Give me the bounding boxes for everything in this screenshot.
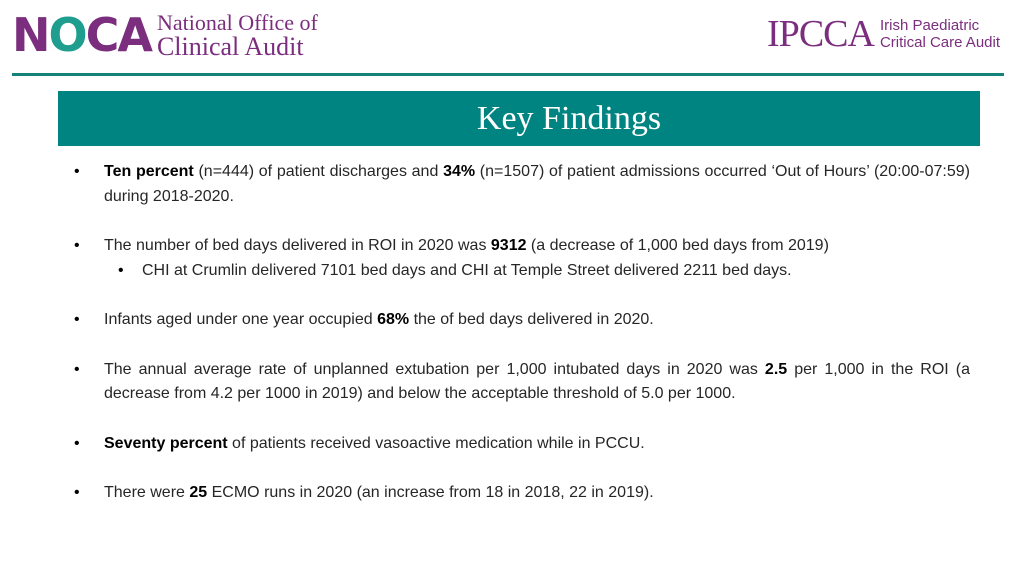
ipcca-line-2: Critical Care Audit [879,34,1000,51]
noca-logo [12,10,318,60]
noca-logo-mark: NOCA [12,8,151,62]
ipcca-line-1: Irish Paediatric [879,17,980,34]
finding-item: • The number of bed days delivered in ROI in 2020 was 9312 (a decrease of 1,000 bed days from 2019) • CHI at Crumlin delivered 7101 bed days and CHI at Temple Street delivered 2211 bed days. [72,234,970,283]
title-bar [58,91,980,146]
noca-logo-text [157,11,318,59]
noca-line-2: Clinical Audit [156,32,304,61]
finding-item: • There were 25 ECMO runs in 2020 (an increase from 18 in 2018, 22 in 2019). [72,481,970,506]
finding-sublist [104,259,970,284]
finding-item: • Ten percent (n=444) of patient discharges and 34% (n=1507) of patient admissions occurred ‘Out of Hours’ (20:00-07:59) during 2018-2020. [72,160,970,209]
header [0,0,1024,78]
ipcca-logo-mark: IPCCA [767,13,874,55]
findings-list [72,160,970,531]
finding-item: • Seventy percent of patients received vasoactive medication while in PCCU. [72,432,970,457]
noca-line-1: National Office of [156,10,318,35]
page-title: Key Findings [476,99,662,137]
finding-subitem: • CHI at Crumlin delivered 7101 bed days and CHI at Temple Street delivered 2211 bed days. [104,259,970,284]
finding-item: • Infants aged under one year occupied 68% the of bed days delivered in 2020. [72,308,970,333]
ipcca-logo [767,14,1000,54]
finding-item: • The annual average rate of unplanned extubation per 1,000 intubated days in 2020 was 2.5 per 1,000 in the ROI (a decrease from 4.2 per 1000 in 2019) and below the acceptable threshold of 5.0 per 1000. [72,358,970,407]
ipcca-logo-text [880,17,1000,51]
header-divider [12,73,1004,76]
